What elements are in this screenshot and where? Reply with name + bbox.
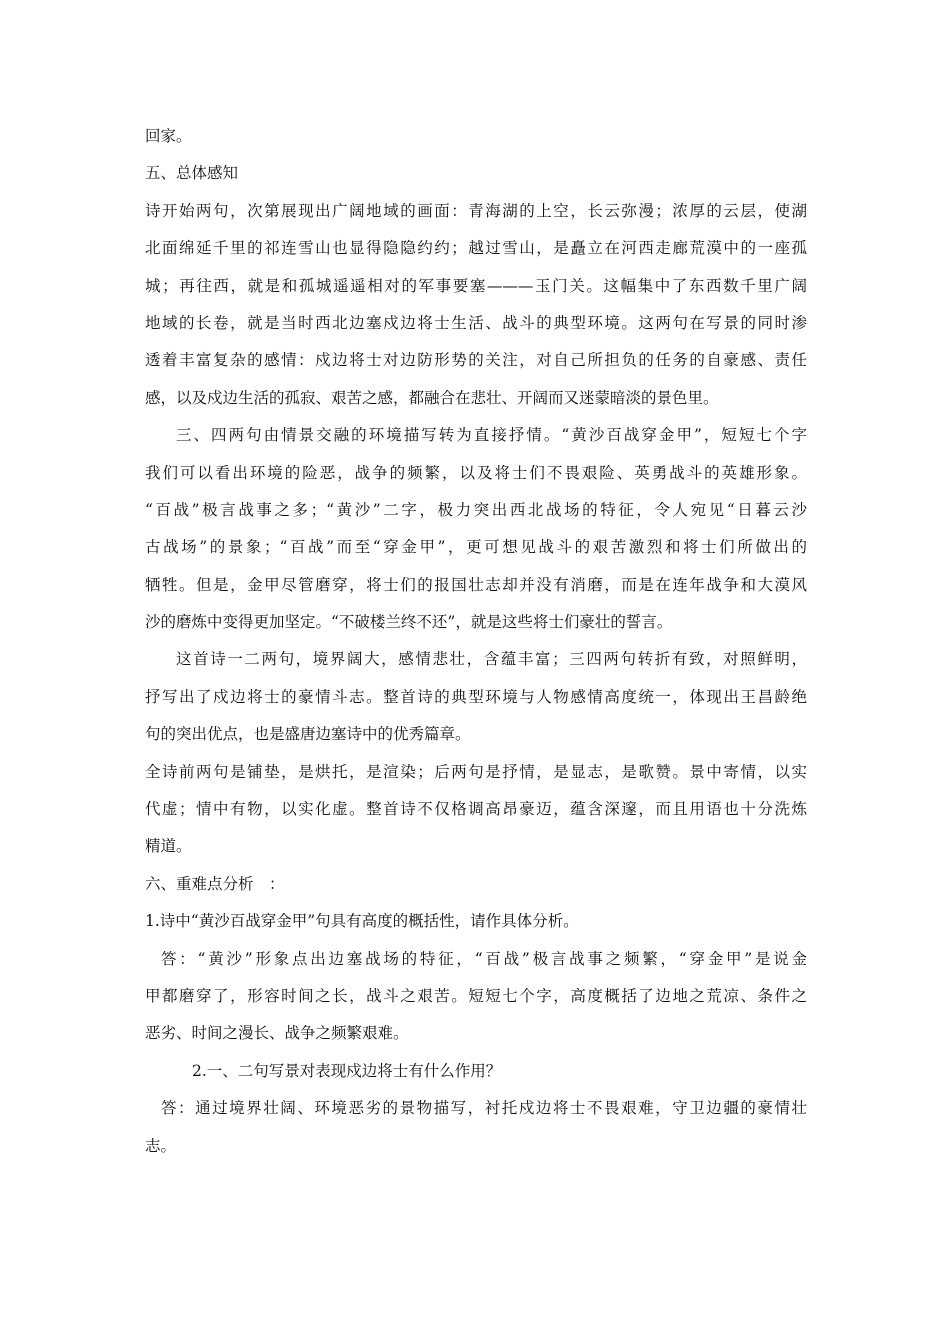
text-line: 我们可以看出环境的险恶，战争的频繁，以及将士们不畏艰险、英勇战斗的英雄形象。 bbox=[145, 463, 807, 482]
text-line: 三、四两句由情景交融的环境描写转为直接抒情。“黄沙百战穿金甲”，短短七个字 bbox=[176, 426, 807, 445]
text-line: 诗开始两句，次第展现出广阔地域的画面：青海湖的上空，长云弥漫；浓厚的云层，使湖 bbox=[145, 201, 807, 220]
answer-line: 答：通过境界壮阔、环境恶劣的景物描写，衬托戍边将士不畏艰难，守卫边疆的豪情壮 bbox=[161, 1099, 807, 1118]
question-line: 2.一、二句写景对表现戍边将士有什么作用？ bbox=[192, 1061, 502, 1080]
section-heading: 五、总体感知 bbox=[145, 164, 239, 183]
document-page bbox=[145, 118, 807, 1165]
text-line: 地域的长卷，就是当时西北边塞戍边将士生活、战斗的典型环境。这两句在写景的同时渗 bbox=[145, 313, 807, 332]
answer-line: 答：“黄沙”形象点出边塞战场的特征，“百战”极言战事之频繁，“穿金甲”是说金 bbox=[161, 949, 807, 968]
text-line: 精道。 bbox=[145, 837, 192, 856]
text-line: 抒写出了戍边将士的豪情斗志。整首诗的典型环境与人物感情高度统一，体现出王昌龄绝 bbox=[145, 687, 807, 706]
text-line: 这首诗一二两句，境界阔大，感情悲壮，含蕴丰富；三四两句转折有致，对照鲜明， bbox=[176, 650, 807, 669]
text-line: 代虚；情中有物，以实化虚。整首诗不仅格调高昂豪迈，蕴含深邃，而且用语也十分洗炼 bbox=[145, 800, 807, 819]
answer-line: 甲都磨穿了，形容时间之长，战斗之艰苦。短短七个字，高度概括了边地之荒凉、条件之 bbox=[145, 986, 807, 1005]
section-heading: 六、重难点分析 ： bbox=[145, 874, 285, 893]
text-line: 牺牲。但是，金甲尽管磨穿，将士们的报国壮志却并没有消磨，而是在连年战争和大漠风 bbox=[145, 575, 807, 594]
text-line: 沙的磨炼中变得更加坚定。“不破楼兰终不还”，就是这些将士们豪壮的誓言。 bbox=[145, 613, 673, 632]
answer-line: 恶劣、时间之漫长、战争之频繁艰难。 bbox=[145, 1024, 409, 1043]
question-line: 1.诗中“黄沙百战穿金甲”句具有高度的概括性，请作具体分析。 bbox=[145, 912, 579, 931]
text-line: 回家。 bbox=[145, 127, 192, 145]
text-line: 全诗前两句是铺垫，是烘托，是渲染；后两句是抒情，是显志，是歌赞。景中寄情，以实 bbox=[145, 762, 807, 781]
text-line: 句的突出优点，也是盛唐边塞诗中的优秀篇章。 bbox=[145, 725, 471, 744]
text-line: “百战”极言战事之多；“黄沙”二字，极力突出西北战场的特征，令人宛见“日暮云沙 bbox=[145, 500, 807, 519]
text-line: 感，以及戍边生活的孤寂、艰苦之感，都融合在悲壮、开阔而又迷蒙暗淡的景色里。 bbox=[145, 388, 719, 407]
answer-line: 志。 bbox=[145, 1136, 177, 1155]
text-line: 透着丰富复杂的感情：戍边将士对边防形势的关注，对自己所担负的任务的自豪感、责任 bbox=[145, 351, 807, 370]
text-line: 城；再往西，就是和孤城遥遥相对的军事要塞———玉门关。这幅集中了东西数千里广阔 bbox=[145, 276, 807, 295]
text-line: 北面绵延千里的祁连雪山也显得隐隐约约；越过雪山，是矗立在河西走廊荒漠中的一座孤 bbox=[145, 239, 807, 258]
text-line: 古战场”的景象；“百战”而至“穿金甲”，更可想见战斗的艰苦激烈和将士们所做出的 bbox=[145, 538, 807, 557]
